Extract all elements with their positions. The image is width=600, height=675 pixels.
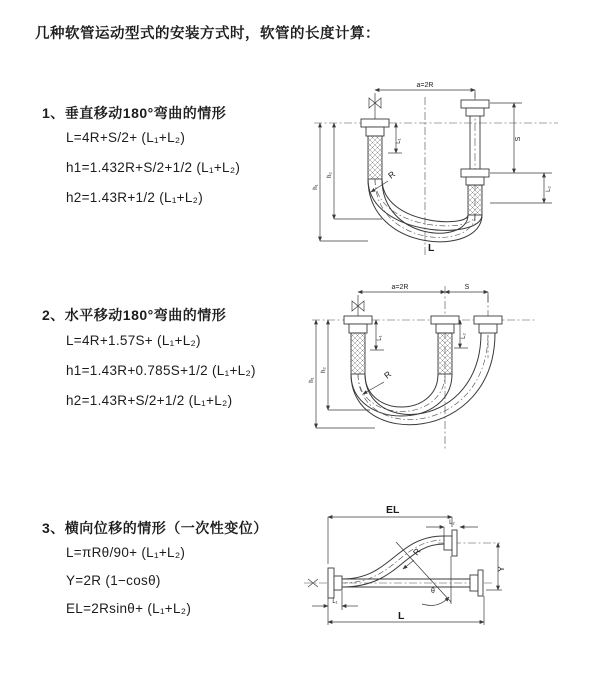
dim-label-l2: L₂ bbox=[449, 520, 455, 526]
middle-flange-fitting bbox=[431, 316, 459, 374]
dim-label-h2: h₂ bbox=[327, 172, 333, 178]
dim-label-s: S bbox=[515, 136, 522, 142]
valve-icon bbox=[352, 295, 364, 316]
section-1-formula-h2: h2=1.43R+1/2 (L₁+L₂) bbox=[66, 190, 204, 205]
valve-icon bbox=[369, 93, 381, 119]
dim-label-a2r: a=2R bbox=[391, 284, 409, 291]
length-label: L bbox=[428, 242, 435, 254]
radius-label: R bbox=[382, 368, 394, 381]
angle-label: θ bbox=[431, 588, 435, 595]
section-2-heading: 2、水平移动180°弯曲的情形 bbox=[42, 307, 227, 323]
section-3-formula-Y: Y=2R (1−cosθ) bbox=[66, 573, 161, 588]
radius-label: R bbox=[386, 168, 398, 181]
hose-curves bbox=[351, 333, 495, 425]
section-3-formula-EL: EL=2Rsinθ+ (L₁+L₂) bbox=[66, 601, 192, 616]
dim-label-l1: L₁ bbox=[377, 335, 383, 341]
diagram-lateral-displacement bbox=[298, 498, 600, 648]
section-3-heading: 3、横向位移的情形（一次性变位） bbox=[42, 520, 268, 536]
page-title: 几种软管运动型式的安装方式时，软管的长度计算： bbox=[35, 26, 380, 42]
section-2-formula-h1: h1=1.43R+0.785S+1/2 (L₁+L₂) bbox=[66, 363, 256, 378]
right-flange-fitting bbox=[474, 316, 502, 333]
section-2-formula-h2: h2=1.43R+S/2+1/2 (L₁+L₂) bbox=[66, 393, 233, 408]
length-label: L bbox=[398, 610, 405, 622]
dim-label-a2r: a=2R bbox=[416, 82, 434, 89]
dim-label-l2: L₂ bbox=[546, 186, 552, 192]
hose-braid-middle bbox=[438, 333, 452, 374]
section-1-formula-h1: h1=1.432R+S/2+1/2 (L₁+L₂) bbox=[66, 160, 241, 175]
dim-label-el: EL bbox=[386, 504, 400, 516]
dim-label-l2: L₂ bbox=[461, 333, 467, 339]
hose-braid-left bbox=[351, 333, 365, 374]
section-3-formula-L: L=πRθ/90+ (L₁+L₂) bbox=[66, 545, 186, 560]
section-1-formula-L: L=4R+S/2+ (L₁+L₂) bbox=[66, 130, 186, 145]
dim-label-h2: h₂ bbox=[321, 367, 327, 373]
dim-label-h1: h₁ bbox=[309, 377, 315, 383]
dim-label-h1: h₁ bbox=[313, 184, 319, 190]
diagram-horizontal-180-bend bbox=[300, 278, 600, 455]
radius-label: R bbox=[410, 546, 423, 558]
hose-s-curve bbox=[342, 530, 457, 587]
section-1-heading: 1、垂直移动180°弯曲的情形 bbox=[42, 105, 227, 121]
left-flange-fitting bbox=[361, 119, 389, 179]
dim-label-l1: L₁ bbox=[332, 599, 338, 605]
dim-label-y: Y bbox=[496, 566, 506, 572]
dim-label-l1: L₁ bbox=[396, 138, 402, 144]
left-flange-fitting bbox=[344, 316, 372, 374]
hose-braid-right bbox=[468, 185, 482, 215]
section-2-formula-L: L=4R+1.57S+ (L₁+L₂) bbox=[66, 333, 201, 348]
hose-braid-left bbox=[368, 136, 382, 179]
diagram-vertical-180-bend bbox=[300, 75, 600, 265]
dim-label-s: S bbox=[464, 284, 470, 291]
